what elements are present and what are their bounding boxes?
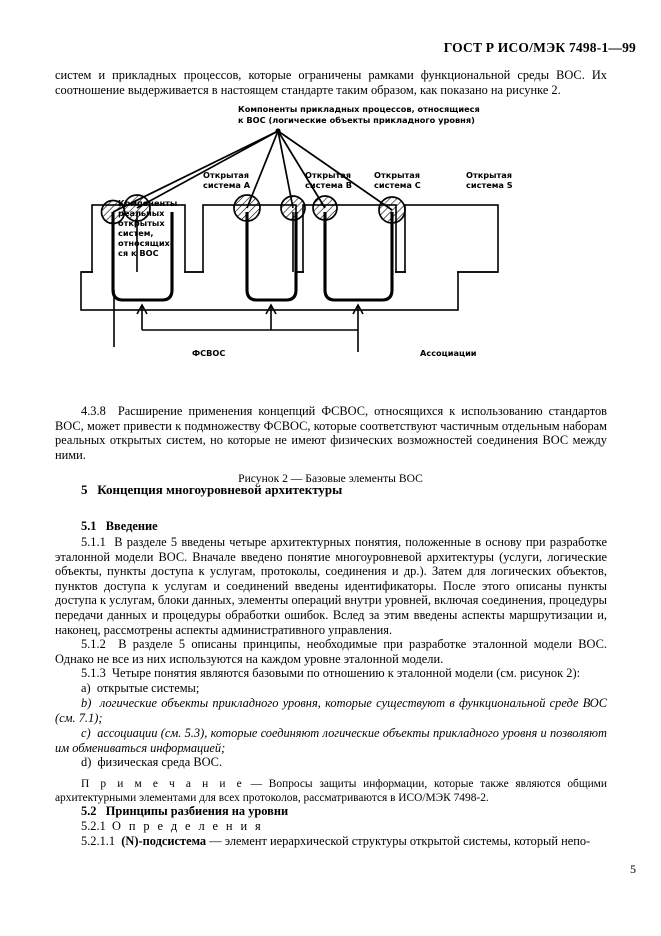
clause-5-2-number: 5.2 — [81, 804, 97, 818]
note-text: — Вопросы защиты информации, которые также являются общими архитектурными элементами для всех протоколов, рассматриваются в ИСО/МЭК 7498-2. — [55, 778, 607, 804]
clause-4-3-8-number: 4.3.8 — [81, 404, 106, 418]
intro-paragraph: систем и прикладных процессов, которые ограничены рамками функциональной среды ВОС. Их соотношение выдерживается в настоящем стандарте таким образом, как показано на рисунке 2. — [55, 68, 607, 97]
note-paragraph — [55, 778, 607, 805]
clause-5-1-1 — [55, 535, 607, 637]
clause-5-2-1-1-text: — элемент иерархической структуры открытой системы, который непо- — [209, 834, 591, 848]
clause-5-2-1-1 — [55, 834, 607, 849]
item-c-text: ассоциации (см. 5.3), которые соединяют логические объекты прикладного уровня и позволяют им обмениваться информацией; — [55, 726, 607, 755]
clause-5-2-1-number: 5.2.1 — [81, 819, 106, 833]
clause-5-1-3-item-b — [55, 696, 607, 725]
association-arrows — [137, 305, 363, 330]
figure-2-drawing — [0, 100, 661, 390]
figure-left-label-line5: относящих- — [118, 238, 174, 248]
clause-5-2-heading — [55, 804, 607, 819]
item-b-text: логические объекты прикладного уровня, которые существуют в функциональной среде ВОС (см. 7.1); — [55, 696, 607, 725]
item-c-marker: c) — [81, 726, 91, 740]
clause-5-2-title: Принципы разбиения на уровни — [105, 804, 289, 818]
association-b-c — [247, 212, 296, 300]
open-system-s-label-line2: система S — [466, 180, 513, 190]
note-lead-label: П р и м е ч а н и е — [81, 778, 244, 790]
clause-5-1-3-number: 5.1.3 — [81, 666, 106, 680]
item-a-text: открытые системы; — [96, 681, 200, 695]
section-5-title: Концепция многоуровневой архитектуры — [97, 482, 343, 497]
clause-4-3-8-text: Расширение применения концепций ФСВОС, относящихся к использованию стандартов ВОС, может привести к подмножеству ФСВОС, которые соответствуют частичным отдельным наборам реальных открытых систем, но которые не имеют физических возможностей соединения ВОС между ними. — [55, 404, 607, 462]
open-system-b-label-line2: система B — [305, 180, 353, 190]
clause-5-2-1-1-term: (N)-подсистема — [121, 834, 207, 848]
open-system-b-label-line1: Открытая — [305, 170, 352, 180]
figure-left-label-line6: ся к ВОС — [118, 248, 159, 258]
item-b-marker: b) — [81, 696, 92, 710]
clause-5-1-1-text: В разделе 5 введены четыре архитектурных понятия, положенные в основу при разработке эталонной модели ВОС. Вначале введено понятие многоуровневой архитектуры (услуги, логические объекты, пункты доступа к услугам, протоколы, соединения и др.). Затем для логических объектов, пунктов доступа к услугам и соединений введены идентификаторы. После этого описаны пункты доступа к услугам, блоки данных, элементы операций внутри уровней, включая соединения, процедуры передачи данных и процедуры обработки ошибок. Вслед за этим введены аспекты маршрутизации и, наконец, рассмотрены аспекты административного управления. — [55, 535, 607, 637]
clause-5-1-2-text: В разделе 5 описаны принципы, необходимые при разработке эталонной модели ВОС. Однако не все из них используются на каждом уровне эталонной модели. — [55, 637, 607, 666]
clause-5-1-number: 5.1 — [81, 519, 97, 533]
clause-5-1-3-item-d — [55, 755, 607, 770]
open-system-a-label-line1: Открытая — [203, 170, 250, 180]
open-system-c-label-line2: система C — [374, 180, 421, 190]
clause-5-1-heading — [55, 519, 607, 534]
clause-5-1-3-item-a — [55, 681, 607, 696]
figure-left-label-line2: реальных — [118, 208, 165, 218]
section-5-heading — [55, 482, 607, 498]
clause-5-2-1-title: О п р е д е л е н и я — [111, 819, 264, 833]
clause-5-1-3 — [55, 666, 607, 681]
open-system-s-box — [405, 205, 498, 272]
clause-4-3-8 — [55, 404, 607, 462]
open-system-c-label-line1: Открытая — [374, 170, 421, 180]
clause-5-1-title: Введение — [105, 519, 158, 533]
figure-2-caption: Рисунок 2 — Базовые элементы ВОС — [238, 472, 423, 485]
association-c-s — [325, 212, 392, 300]
figure-left-label-line4: систем, — [118, 228, 154, 238]
physical-medium-box — [81, 272, 458, 310]
clause-5-2-1-1-number: 5.2.1.1 — [81, 834, 116, 848]
item-d-text: физическая среда ВОС. — [97, 755, 223, 769]
figure-fsvos-label: ФСВОС — [192, 348, 226, 358]
item-a-marker: a) — [81, 681, 91, 695]
clause-5-1-2-number: 5.1.2 — [81, 637, 106, 651]
open-system-a-label-line2: система A — [203, 180, 251, 190]
item-d-marker: d) — [81, 755, 92, 769]
section-5-number: 5 — [81, 482, 88, 497]
page-header-standard-title: ГОСТ Р ИСО/МЭК 7498-1—99 — [443, 40, 636, 55]
open-system-s-label-line1: Открытая — [466, 170, 513, 180]
clause-5-1-3-item-c — [55, 726, 607, 755]
figure-left-label-line3: открытых — [118, 218, 165, 228]
clause-5-2-1-heading — [55, 819, 607, 834]
figure-top-label-line2: к ВОС (логические объекты прикладного уровня) — [238, 115, 475, 125]
page-number: 5 — [630, 862, 636, 876]
figure-left-label-line1: Компоненты — [118, 198, 178, 208]
figure-associations-label: Ассоциации — [420, 348, 477, 358]
clause-5-1-2 — [55, 637, 607, 666]
clause-5-1-3-text: Четыре понятия являются базовыми по отношению к эталонной модели (см. рисунок 2): — [111, 666, 581, 680]
clause-5-1-1-number: 5.1.1 — [81, 535, 106, 549]
figure-top-label-line1: Компоненты прикладных процессов, относящиеся — [238, 104, 480, 114]
